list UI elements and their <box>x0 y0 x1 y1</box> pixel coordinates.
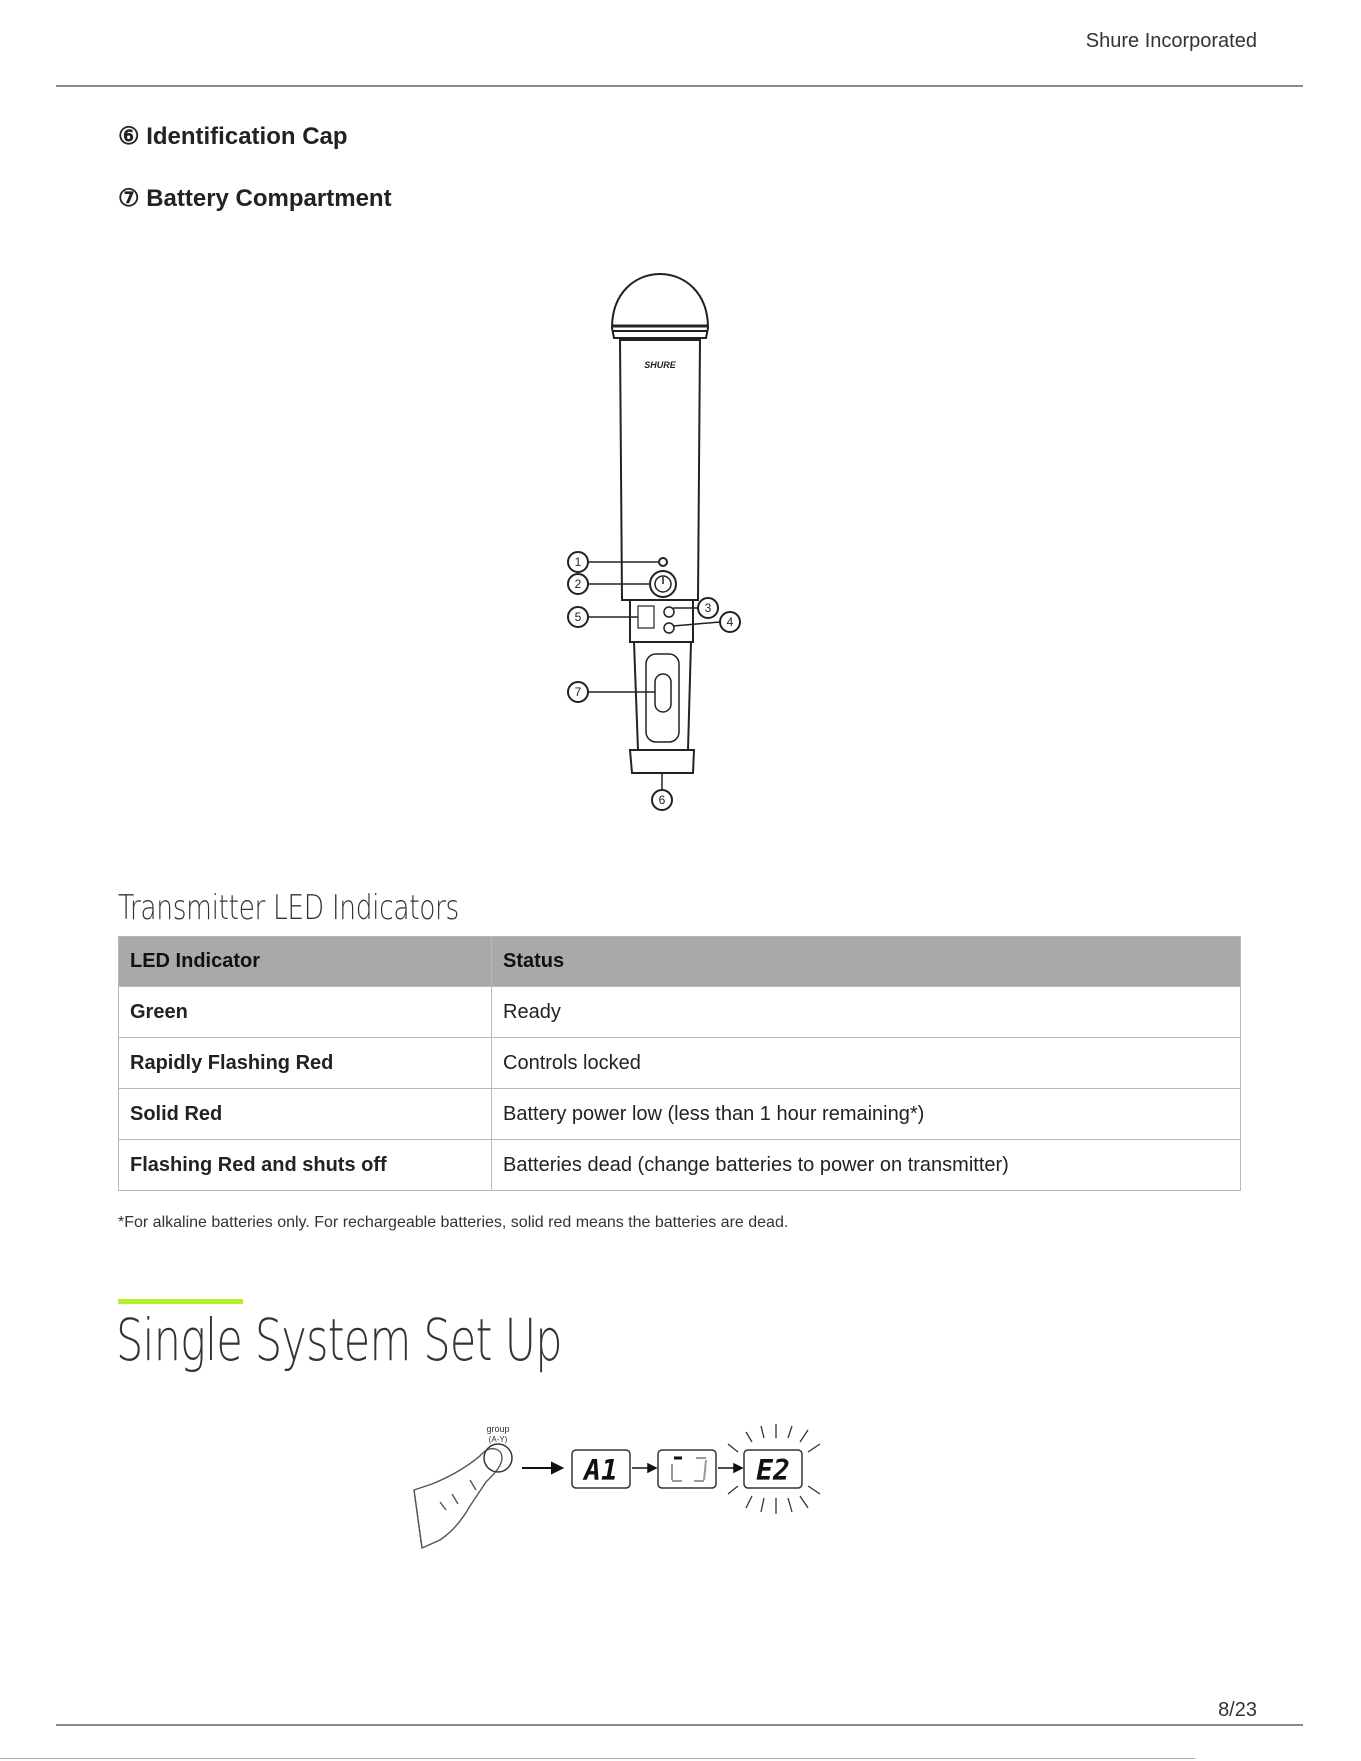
led-indicator-cell: Flashing Red and shuts off <box>119 1140 492 1191</box>
led-status-cell: Controls locked <box>492 1038 1241 1089</box>
page-edge-line <box>0 1758 1195 1759</box>
led-status-cell: Battery power low (less than 1 hour remaining*) <box>492 1089 1241 1140</box>
callout-5: 5 <box>574 610 582 624</box>
hand-icon <box>414 1449 502 1548</box>
table-row <box>119 987 1241 1038</box>
led-indicator-table <box>118 936 1241 1191</box>
header-company: Shure Incorporated <box>1085 30 1257 52</box>
table-header-row <box>119 937 1241 987</box>
led-section-title: Transmitter LED Indicators <box>118 888 459 928</box>
callout-7: 7 <box>574 685 582 699</box>
part-label: Identification Cap <box>146 123 348 150</box>
arrow-icon <box>718 1464 742 1472</box>
led-footnote: *For alkaline batteries only. For rechargeable batteries, solid red means the batteries are dead. <box>118 1214 789 1231</box>
group-button-range: (A-Y) <box>488 1435 508 1444</box>
display-a1-value: A1 <box>584 1454 618 1487</box>
callout-6: 6 <box>658 793 666 807</box>
part-number: ⑥ <box>118 123 140 150</box>
part-number: ⑦ <box>118 185 140 212</box>
table-row <box>119 1089 1241 1140</box>
identification-cap <box>630 750 694 773</box>
display-blank <box>658 1450 716 1488</box>
column-header: Status <box>492 937 1241 987</box>
led-indicator-cell: Green <box>119 987 492 1038</box>
part-item-battery-compartment <box>118 184 392 213</box>
column-header: LED Indicator <box>119 937 492 987</box>
mic-grille <box>612 274 708 338</box>
table-row <box>119 1038 1241 1089</box>
callout-1: 1 <box>574 555 582 569</box>
arrow-icon <box>632 1464 656 1472</box>
section-accent-bar <box>118 1299 243 1304</box>
display-e2-value: E2 <box>756 1454 790 1487</box>
battery-compartment <box>634 642 691 750</box>
part-item-identification-cap <box>118 122 348 151</box>
microphone-diagram <box>560 270 780 830</box>
callout-3: 3 <box>704 601 712 615</box>
led-indicator-cell: Rapidly Flashing Red <box>119 1038 492 1089</box>
group-setup-diagram <box>412 1424 892 1574</box>
group-button-label: group <box>486 1424 510 1434</box>
led-status-cell: Batteries dead (change batteries to power on transmitter) <box>492 1140 1241 1191</box>
part-label: Battery Compartment <box>146 185 392 212</box>
table-row <box>119 1140 1241 1191</box>
callout-2: 2 <box>574 577 582 591</box>
page-number: 8/23 <box>1218 1699 1257 1721</box>
setup-section-title: Single System Set Up <box>116 1306 562 1374</box>
footer-divider <box>56 1724 1303 1726</box>
callout-4: 4 <box>726 615 734 629</box>
mic-brand: SHURE <box>644 360 676 370</box>
arrow-icon <box>522 1463 562 1473</box>
header-divider <box>56 85 1303 87</box>
led-indicator-cell: Solid Red <box>119 1089 492 1140</box>
led-status-cell: Ready <box>492 987 1241 1038</box>
